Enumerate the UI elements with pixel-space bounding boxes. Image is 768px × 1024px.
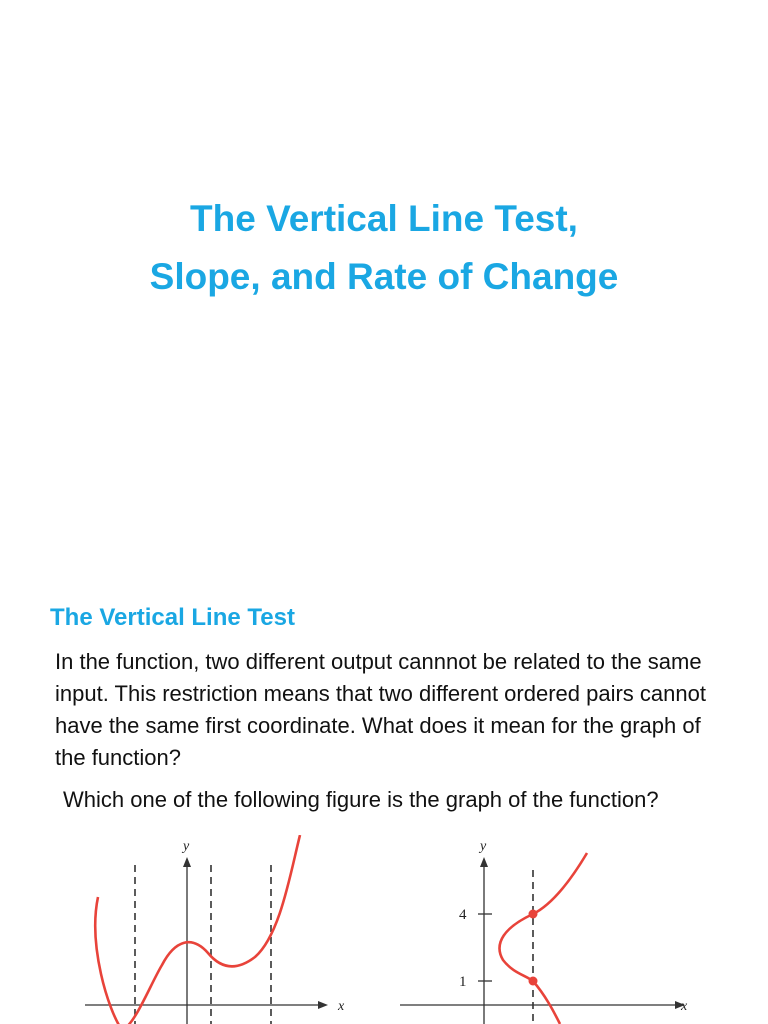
- graph-a-curve: [95, 835, 300, 1024]
- slide-title-line-1: The Vertical Line Test,: [190, 198, 578, 239]
- graph-b-intersection-point-lower: [529, 977, 538, 986]
- question-text: Which one of the following figure is the graph of the function?: [63, 787, 659, 812]
- graph-b-tick-label-1: 1: [459, 974, 467, 990]
- graph-a-svg: [80, 835, 350, 1024]
- graph-b-svg: [395, 835, 695, 1024]
- section-heading: The Vertical Line Test: [50, 604, 295, 631]
- body-paragraph: In the function, two different output cannnot be related to the same input. This restriction means that two different ordered pairs cannot have the same first coordinate. What does it mean for the graph of the function?: [55, 649, 706, 770]
- graph-b: [395, 835, 695, 1024]
- graph-a-x-arrow-icon: [318, 1001, 328, 1009]
- graph-a-y-arrow-icon: [183, 857, 191, 867]
- graph-a: [80, 835, 350, 1024]
- slide-title: [0, 190, 768, 306]
- slide-title-line-2: Slope, and Rate of Change: [149, 256, 619, 297]
- graph-b-curve: [500, 853, 587, 1024]
- graph-a-x-label: x: [338, 999, 345, 1014]
- graph-b-intersection-point-upper: [529, 910, 538, 919]
- graph-b-y-arrow-icon: [480, 857, 488, 867]
- graph-b-x-label: x: [681, 999, 688, 1014]
- graph-b-y-label: y: [480, 839, 487, 854]
- graph-b-tick-label-4: 4: [459, 907, 467, 923]
- graph-a-y-label: y: [183, 839, 190, 854]
